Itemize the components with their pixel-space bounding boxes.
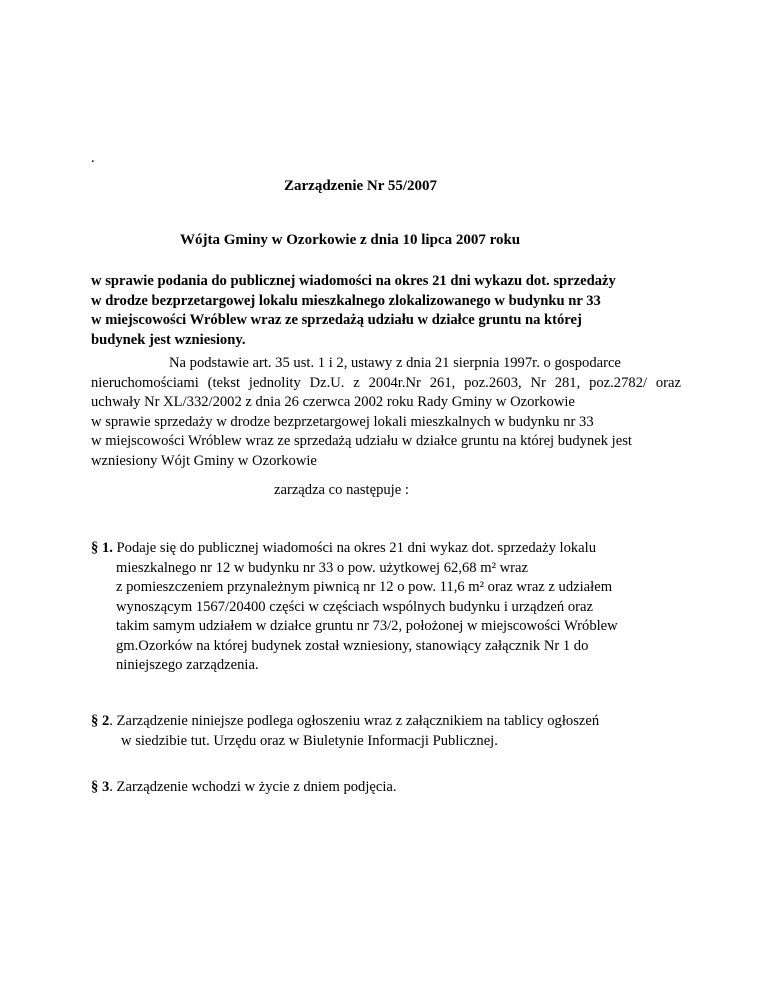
paragraph-number: § 2	[91, 713, 110, 729]
paragraph-line: z pomieszczeniem przynależnym piwnicą nr 12 o pow. 11,6 m² oraz wraz z udziałem	[116, 579, 613, 595]
paragraph-3	[91, 778, 397, 798]
paragraph-number: § 1.	[91, 540, 113, 556]
paragraph-line: gm.Ozorków na której budynek został wzniesiony, stanowiący załącznik Nr 1 do	[116, 637, 589, 654]
header-mark: .	[91, 150, 95, 166]
paragraph-2	[91, 712, 599, 751]
paragraph-line: w siedzibie tut. Urzędu oraz w Biuletynie Informacji Publicznej.	[121, 732, 498, 749]
subject-line: budynek jest wzniesiony.	[91, 331, 246, 348]
paragraph-line: mieszkalnego nr 12 w budynku nr 33 o pow. użytkowej 62,68 m² wraz	[116, 559, 528, 576]
subject-line: w miejscowości Wróblew wraz ze sprzedażą udziału w działce gruntu na której	[91, 312, 582, 328]
paragraph-number: § 3	[91, 779, 110, 795]
legal-basis-block	[91, 354, 681, 471]
paragraph-line: niniejszego zarządzenia.	[116, 657, 259, 673]
document-title: Zarządzenie Nr 55/2007	[284, 178, 438, 194]
paragraph-line: . Zarządzenie wchodzi w życie z dniem podjęcia.	[109, 779, 397, 795]
document-subtitle: Wójta Gminy w Ozorkowie z dnia 10 lipca 2007 roku	[180, 232, 521, 248]
paragraph-line: wynoszącym 1567/20400 części w częściach wspólnych budynku i urządzeń oraz	[116, 598, 593, 615]
decree-intro: zarządza co następuje :	[274, 482, 409, 498]
legal-basis-line: uchwały Nr XL/332/2002 z dnia 26 czerwca 2002 roku Rady Gminy w Ozorkowie	[91, 394, 575, 410]
subject-block	[91, 272, 691, 350]
subject-line: w sprawie podania do publicznej wiadomości na okres 21 dni wykazu dot. sprzedaży	[91, 273, 616, 289]
paragraph-line: Podaje się do publicznej wiadomości na okres 21 dni wykaz dot. sprzedaży lokalu	[116, 540, 596, 556]
legal-basis-line: Na podstawie art. 35 ust. 1 i 2, ustawy z dnia 21 sierpnia 1997r. o gospodarce	[169, 355, 621, 371]
legal-basis-line: wzniesiony Wójt Gminy w Ozorkowie	[91, 452, 317, 469]
legal-basis-line: w sprawie sprzedaży w drodze bezprzetargowej lokali mieszkalnych w budynku nr 33	[91, 413, 594, 430]
legal-basis-line: nieruchomościami (tekst jednolity Dz.U. z 2004r.Nr 261, poz.2603, Nr 281, poz.2782/ oraz	[91, 374, 681, 391]
paragraph-line: . Zarządzenie niniejsze podlega ogłoszeniu wraz z załącznikiem na tablicy ogłoszeń	[109, 713, 600, 729]
legal-basis-line: w miejscowości Wróblew wraz ze sprzedażą udziału w działce gruntu na której budynek jest	[91, 433, 632, 449]
paragraph-1	[91, 539, 618, 676]
paragraph-line: takim samym udziałem w działce gruntu nr 73/2, położonej w miejscowości Wróblew	[116, 618, 618, 634]
subject-line: w drodze bezprzetargowej lokalu mieszkalnego zlokalizowanego w budynku nr 33	[91, 292, 601, 309]
